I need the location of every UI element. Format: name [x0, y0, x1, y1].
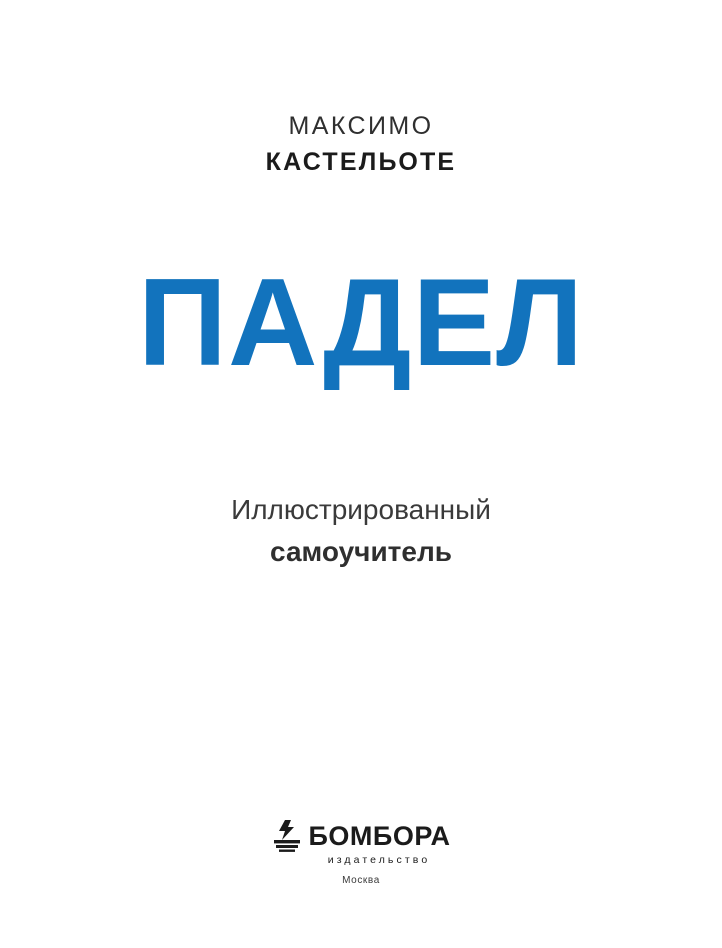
publisher-logo — [0, 819, 722, 886]
author-last-name: КАСТЕЛЬОТЕ — [265, 147, 457, 176]
author-block — [266, 112, 457, 177]
book-subtitle — [231, 489, 491, 573]
publisher-city: Москва — [342, 875, 380, 886]
publisher-name: БОМБОРА — [308, 820, 451, 851]
publisher-descriptor: издательство — [327, 854, 431, 866]
author-first-name: МАКСИМО — [288, 112, 434, 140]
bombora-mark-icon — [272, 819, 302, 853]
book-subtitle-line-2: самоучитель — [270, 536, 452, 567]
publisher-logo-row — [272, 819, 451, 853]
book-subtitle-line-1: Иллюстрированный — [231, 494, 491, 525]
book-title: ПАДЕЛ — [137, 254, 585, 392]
